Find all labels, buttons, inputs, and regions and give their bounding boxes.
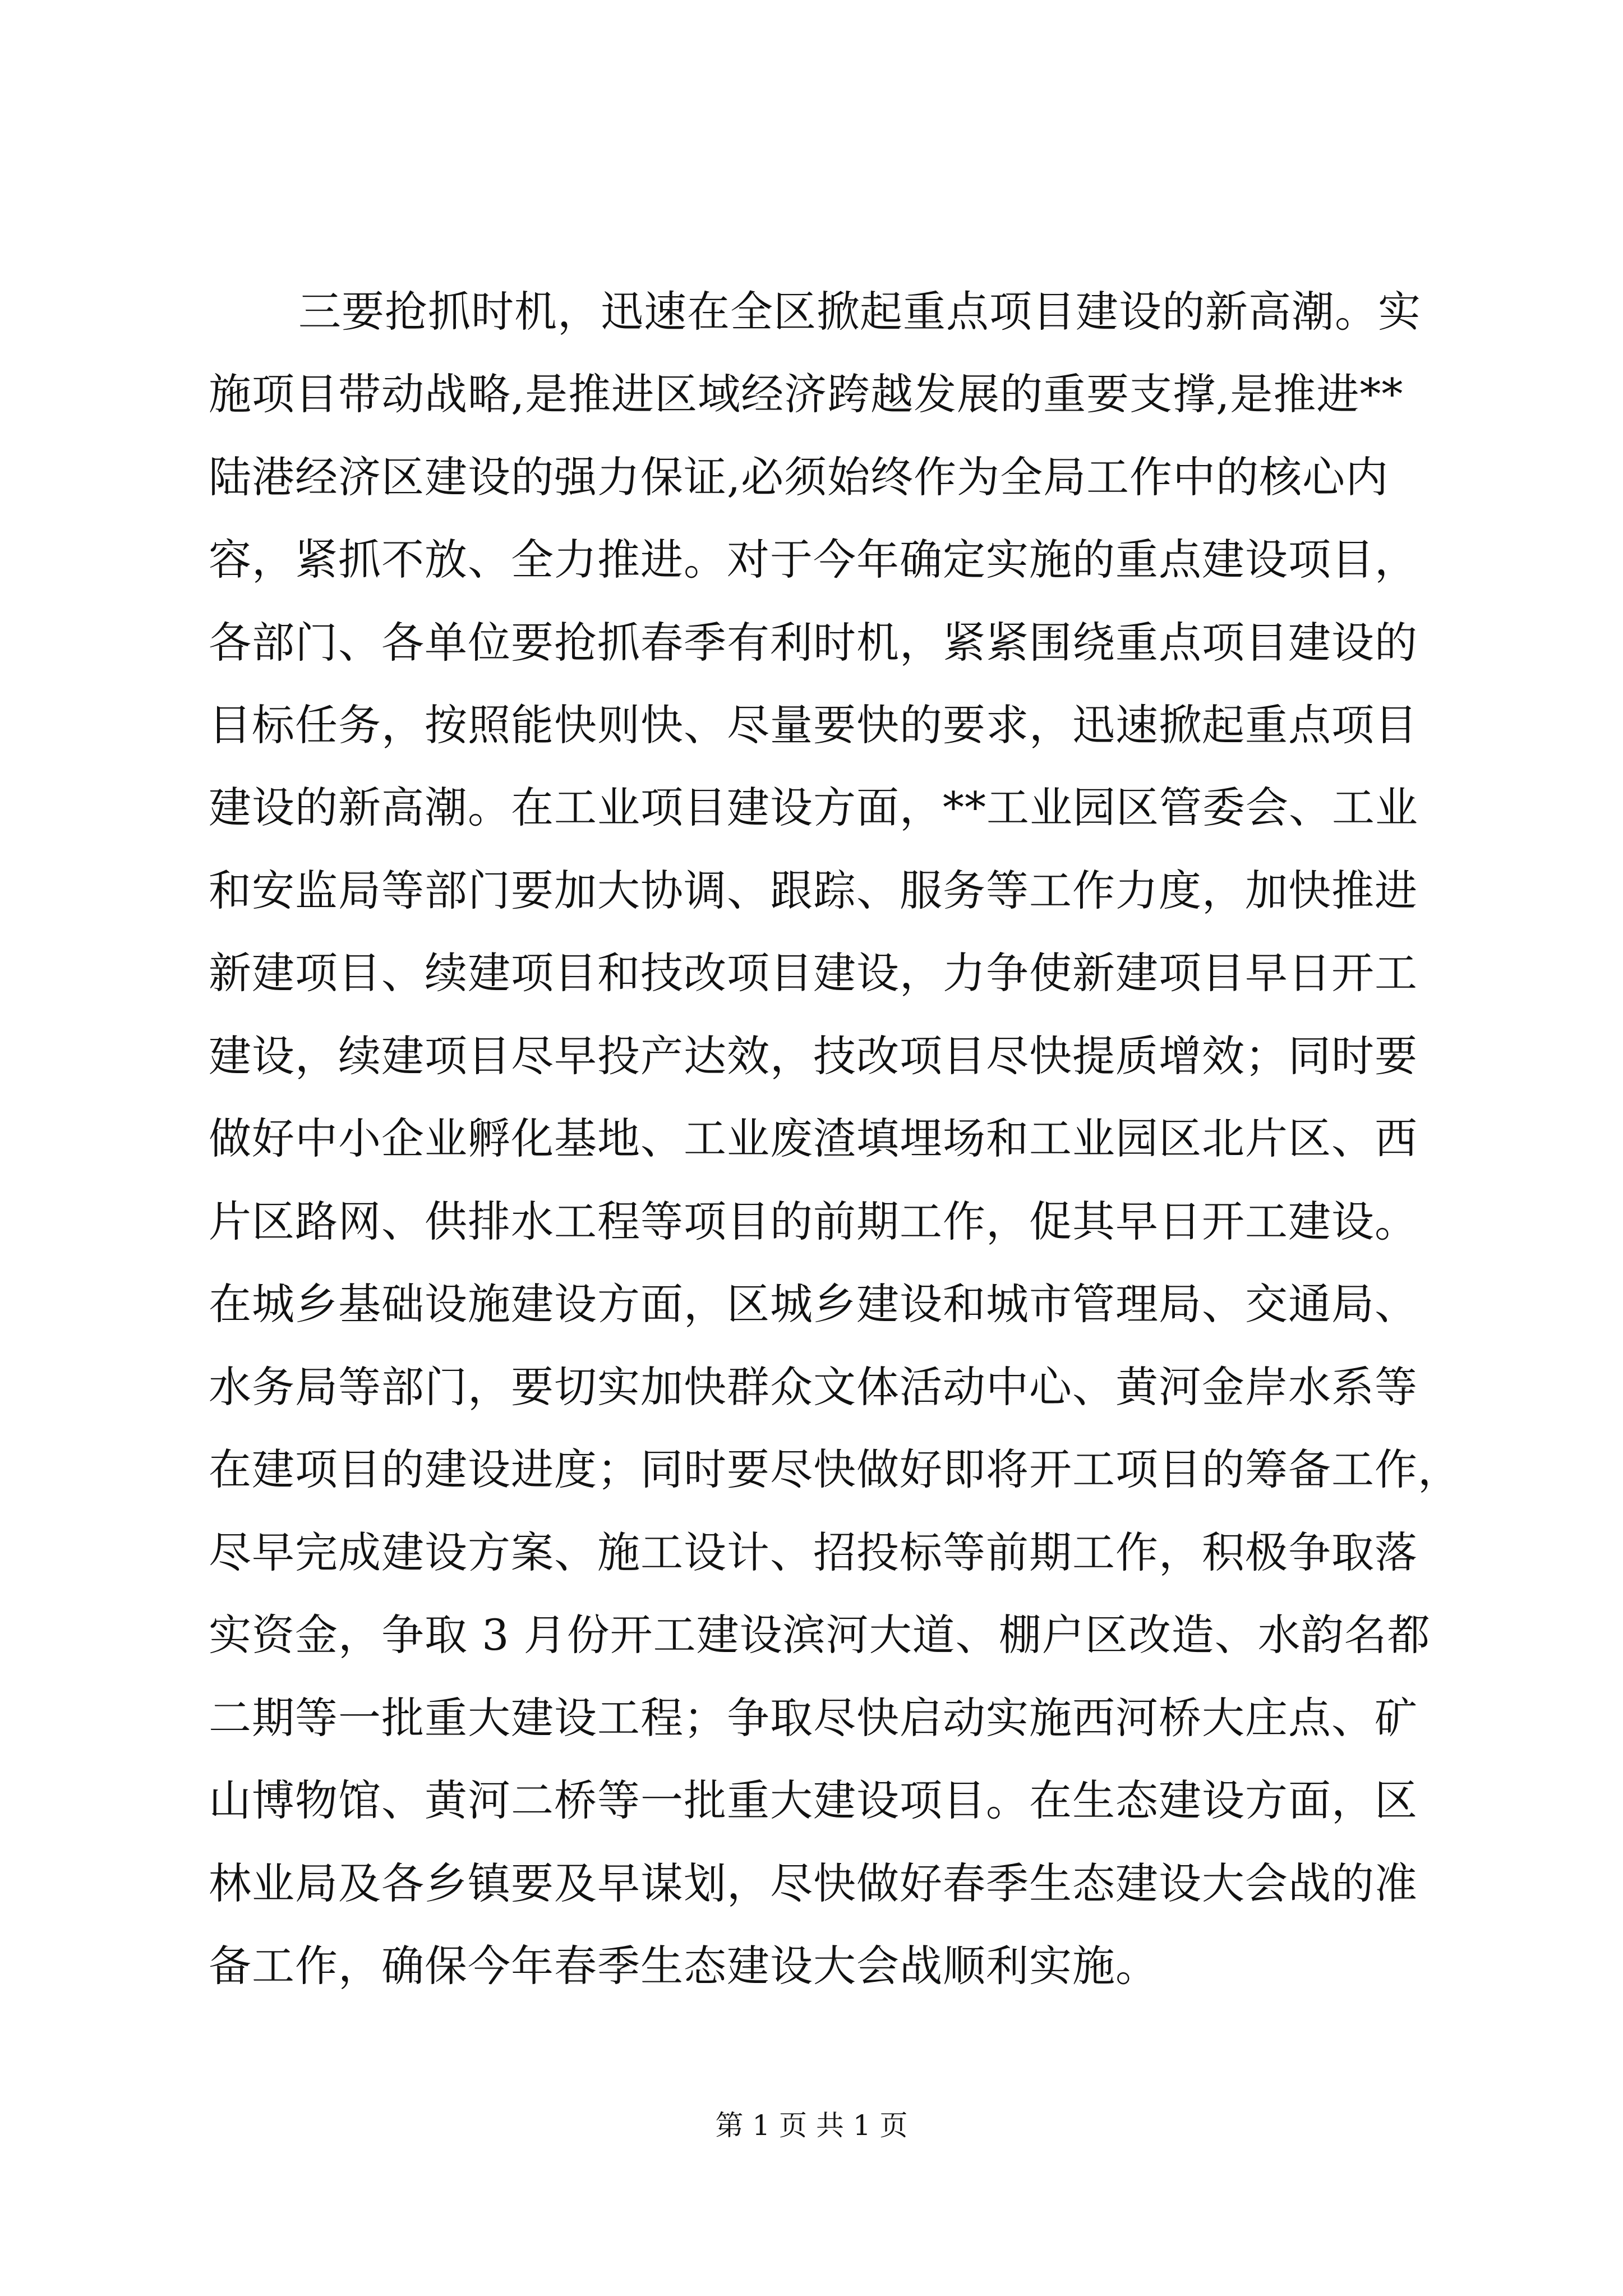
- paragraph-line-15: 在建项目的建设进度；同时要尽快做好即将开工项目的筹备工作，: [209, 1444, 1461, 1494]
- page-number-footer: 第 1 页 共 1 页: [715, 2109, 908, 2142]
- paragraph-line-14: 水务局等部门，要切实加快群众文体活动中心、黄河金岸水系等: [209, 1362, 1418, 1412]
- paragraph-line-2: 施项目带动战略,是推进区域经济跨越发展的重要支撑,是推进**: [209, 369, 1404, 419]
- paragraph-line-10: 建设，续建项目尽早投产达效，技改项目尽快提质增效；同时要: [209, 1031, 1418, 1081]
- paragraph-line-13: 在城乡基础设施建设方面，区城乡建设和城市管理局、交通局、: [209, 1279, 1418, 1329]
- paragraph-line-21: 备工作，确保今年春季生态建设大会战顺利实施。: [209, 1941, 1159, 1991]
- paragraph-line-16: 尽早完成建设方案、施工设计、招投标等前期工作，积极争取落: [209, 1527, 1418, 1577]
- paragraph-line-6: 目标任务，按照能快则快、尽量要快的要求，迅速掀起重点项目: [209, 700, 1418, 750]
- paragraph-line-7: 建设的新高潮。在工业项目建设方面，**工业园区管委会、工业: [209, 783, 1418, 832]
- paragraph-line-5: 各部门、各单位要抢抓春季有利时机，紧紧围绕重点项目建设的: [209, 618, 1418, 668]
- paragraph-line-20: 林业局及各乡镇要及早谋划，尽快做好春季生态建设大会战的准: [209, 1858, 1418, 1908]
- paragraph-line-11: 做好中小企业孵化基地、工业废渣填埋场和工业园区北片区、西: [209, 1114, 1418, 1163]
- paragraph-line-8: 和安监局等部门要加大协调、跟踪、服务等工作力度，加快推进: [209, 866, 1418, 915]
- paragraph-line-3: 陆港经济区建设的强力保证,必须始终作为全局工作中的核心内: [209, 452, 1389, 502]
- paragraph-line-18: 二期等一批重大建设工程；争取尽快启动实施西河桥大庄点、矿: [209, 1693, 1418, 1743]
- paragraph-line-1: 三要抢抓时机，迅速在全区掀起重点项目建设的新高潮。实: [298, 287, 1421, 337]
- paragraph-line-9: 新建项目、续建项目和技改项目建设，力争使新建项目早日开工: [209, 948, 1418, 998]
- paragraph-line-17: 实资金，争取 3 月份开工建设滨河大道、棚户区改造、水韵名都: [209, 1610, 1431, 1660]
- paragraph-line-12: 片区路网、供排水工程等项目的前期工作，促其早日开工建设。: [209, 1197, 1418, 1246]
- paragraph-line-4: 容，紧抓不放、全力推进。对于今年确定实施的重点建设项目，: [209, 535, 1418, 585]
- paragraph-line-19: 山博物馆、黄河二桥等一批重大建设项目。在生态建设方面，区: [209, 1775, 1418, 1825]
